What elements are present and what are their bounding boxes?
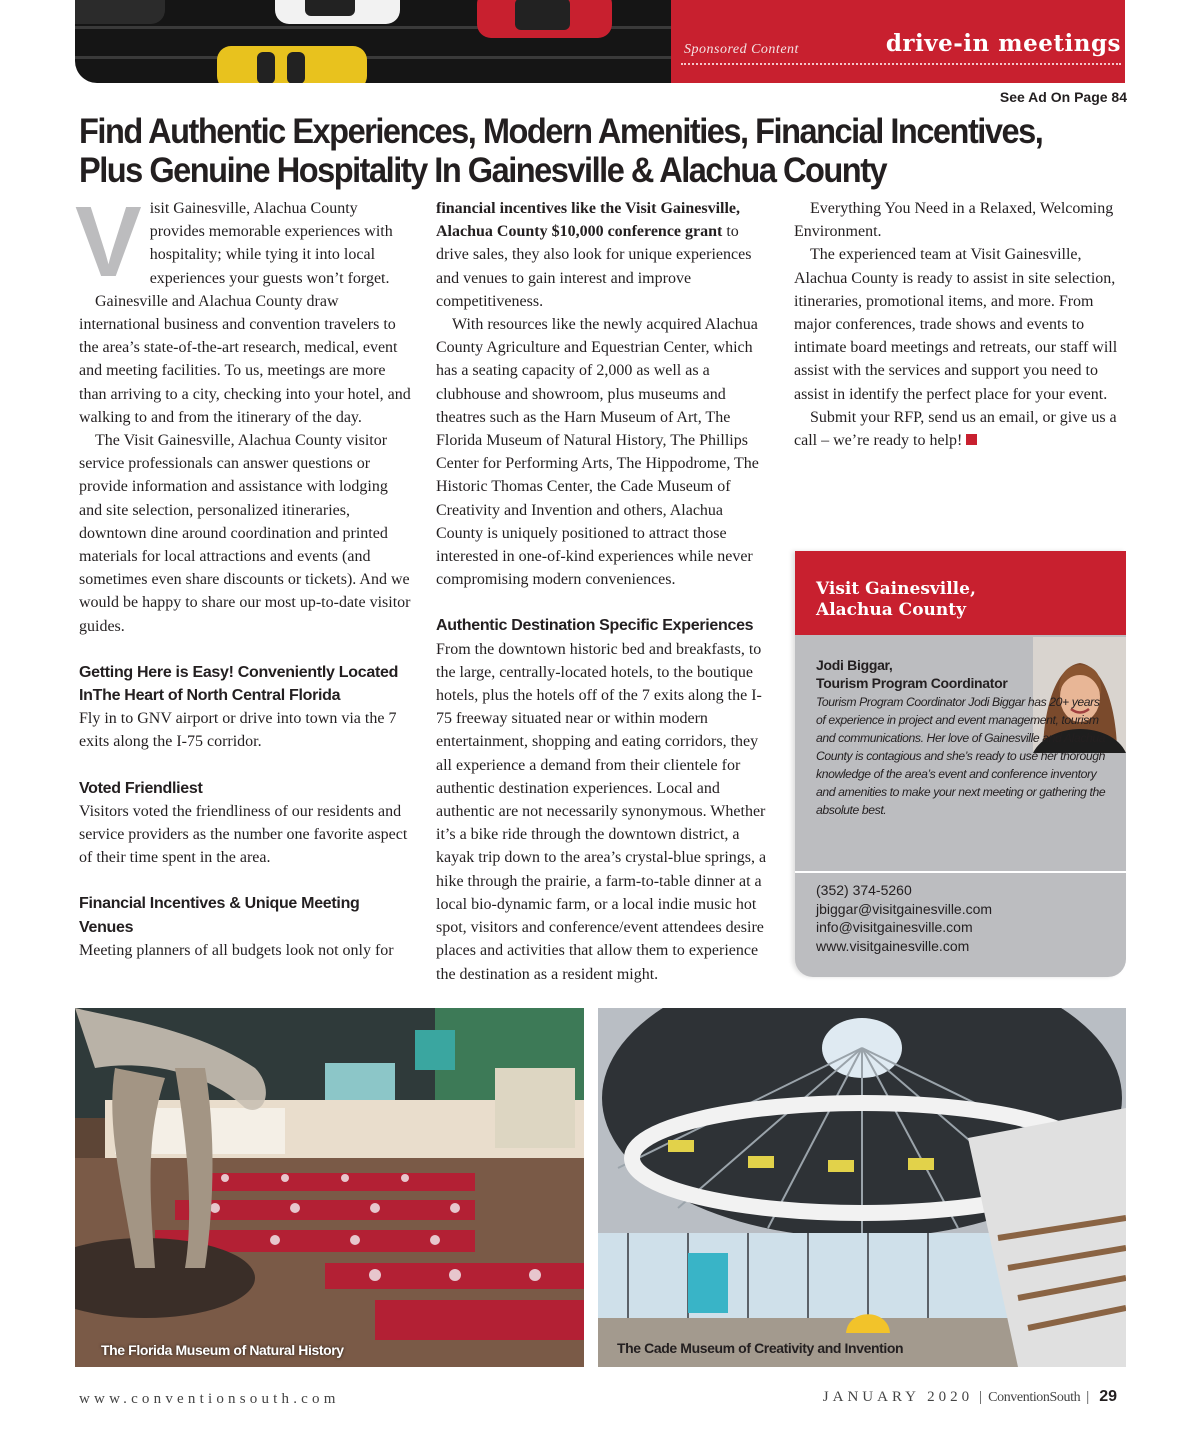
headline-line-2: Plus Genuine Hospitality In Gainesville & Alachua County xyxy=(79,151,887,190)
article-column-2 xyxy=(436,197,770,986)
subheading: Getting Here is Easy! Conveniently Located InThe Heart of North Central Florida xyxy=(79,663,399,705)
lane-line xyxy=(75,56,671,59)
grant-highlight: financial incentives like the Visit Gainesville, Alachua County $10,000 conference grant xyxy=(436,200,740,241)
cars-photo xyxy=(75,0,671,83)
sponsored-label: Sponsored Content xyxy=(684,42,799,57)
contact-details xyxy=(816,881,992,955)
banner-red-panel xyxy=(671,0,1125,83)
article-paragraph: Fly in to GNV airport or drive into town via the 7 exits along the I-75 corridor. xyxy=(79,710,397,751)
cade-museum-photo xyxy=(598,1008,1126,1367)
subheading: Authentic Destination Specific Experiences xyxy=(436,617,754,635)
article-paragraph: Submit your RFP, send us an email, or give us a call – we’re ready to help! xyxy=(794,408,1117,450)
contact-name: Jodi Biggar, Tourism Program Coordinator xyxy=(816,657,1008,691)
page-number: 29 xyxy=(1099,1388,1117,1405)
issue-date: JANUARY 2020 xyxy=(822,1389,974,1405)
contact-email[interactable]: jbiggar@visitgainesville.com xyxy=(816,900,993,917)
subheading: Voted Friendliest xyxy=(79,779,203,797)
article-paragraph: Gainesville and Alachua County draw international business and convention travelers to the area’s state-of-the-art research, medical, event and meeting facilities. To us, meetings are more than arriving to a city, checking into your hotel, and walking to and from the itinerary of the day. xyxy=(79,292,411,426)
see-ad-reference: See Ad On Page 84 xyxy=(999,89,1127,105)
sidebar-org-name: Visit Gainesville, Alachua County xyxy=(816,579,976,620)
article-paragraph: Meeting planners of all budgets look not only for xyxy=(79,941,394,959)
page-headline xyxy=(79,112,1065,190)
footer-issue-info: JANUARY 2020 | ConventionSouth | 29 xyxy=(822,1388,1117,1405)
contact-phone: (352) 374-5260 xyxy=(816,882,912,898)
end-mark-icon xyxy=(966,434,977,445)
sidebar-header xyxy=(795,551,1126,635)
article-column-3 xyxy=(794,197,1128,452)
car-red xyxy=(477,0,612,38)
florida-museum-photo xyxy=(75,1008,584,1367)
subheading: Financial Incentives & Unique Meeting Venues xyxy=(79,895,360,936)
car-dark xyxy=(75,0,165,24)
dotted-divider xyxy=(681,63,1121,65)
banquet-hall-illustration xyxy=(75,1008,584,1367)
article-paragraph: With resources like the newly acquired Alachua County Agriculture and Equestrian Center, which has a seating capacity of 2,000 as well as a clubhouse and showroom, plus museums and theatres such as the Harn Museum of Art, The Florida Museum of Natural History, The Phillips Center for Performing Arts, The Hippodrome, The Historic Thomas Center, the Cade Museum of Creativity and Invention and others, Alachua County is uniquely positioned to attract those interested in one-of-kind experiences while never compromising modern conveniences. xyxy=(436,316,759,589)
footer-website: www.conventionsouth.com xyxy=(79,1391,340,1407)
photo-caption: The Florida Museum of Natural History xyxy=(101,1342,344,1358)
article-paragraph: The experienced team at Visit Gainesville, Alachua County is ready to assist in site selection, itineraries, promotional items, and more. From major conferences, trade shows and events to intimate board meetings and retreats, our staff will assist with the services and support you need to assist in identify the perfect place for your event. xyxy=(794,246,1118,403)
article-paragraph: From the downtown historic bed and breakfasts, to the large, centrally-located hotels, to the boutique hotels, plus the hotels off of the 7 exits along the I-75 freeway situated near or within modern entertainment, shopping and eating corridors, they all experience a demand from their clientele for authentic destination experiences. Local and authentic are not necessarily synonymous. Whether it’s a bike ride through the downtown district, a kayak trip down to the area’s crystal-blue springs, a hike through the prairie, a farm-to-table dinner at a local bio-dynamic farm, or a local indie music hot spot, visitors and conference/event attendees desire places and activities that allow them to experience the destination as a resident might. xyxy=(436,640,767,983)
contact-sidebar xyxy=(795,551,1126,977)
drop-cap: V xyxy=(75,186,142,298)
headline-line-1: Find Authentic Experiences, Modern Amenities, Financial Incentives, xyxy=(79,112,1043,151)
magazine-name: ConventionSouth xyxy=(988,1390,1081,1405)
article-column-1 xyxy=(75,186,413,962)
article-paragraph: Visitors voted the friendliness of our residents and service providers as the number one favorite aspect of their time spent in the area. xyxy=(79,802,408,867)
info-email[interactable]: info@visitgainesville.com xyxy=(816,919,973,935)
article-paragraph: financial incentives like the Visit Gainesville, Alachua County $10,000 conference grant to drive sales, they also look for unique experiences and venues to gain interest and improve competitiveness. xyxy=(436,200,752,310)
article-paragraph: Visit Gainesville, Alachua County provides memorable experiences with hospitality; while tying it into local experiences your guests won’t forget. xyxy=(75,186,393,298)
rotunda-illustration xyxy=(598,1008,1126,1367)
photo-caption: The Cade Museum of Creativity and Invention xyxy=(617,1340,904,1356)
article-paragraph: Everything You Need in a Relaxed, Welcoming Environment. xyxy=(794,200,1114,241)
article-paragraph: The Visit Gainesville, Alachua County visitor service professionals can answer questions or provide information and assistance with lodging and site selection, personalized itineraries, downtown dine around coordination and printed materials for local attractions and events (and sometimes even share discounts or tickets). And we would be happy to share our most up-to-date visitor guides. xyxy=(79,432,411,635)
section-title: drive-in meetings xyxy=(885,30,1121,57)
car-yellow xyxy=(217,46,367,83)
divider xyxy=(795,871,1126,873)
website-link[interactable]: www.visitgainesville.com xyxy=(816,937,970,954)
header-banner xyxy=(75,0,1125,83)
car-white xyxy=(275,0,400,24)
contact-bio: Tourism Program Coordinator Jodi Biggar has 20+ years of experience in project and event management, tourism and communications. Her love of Gainesville and Alachua County is contagious and she’s ready to use her thorough knowledge of the area’s event and conference inventory and amenities to make your next meeting or gathering the absolute best. xyxy=(816,695,1106,817)
